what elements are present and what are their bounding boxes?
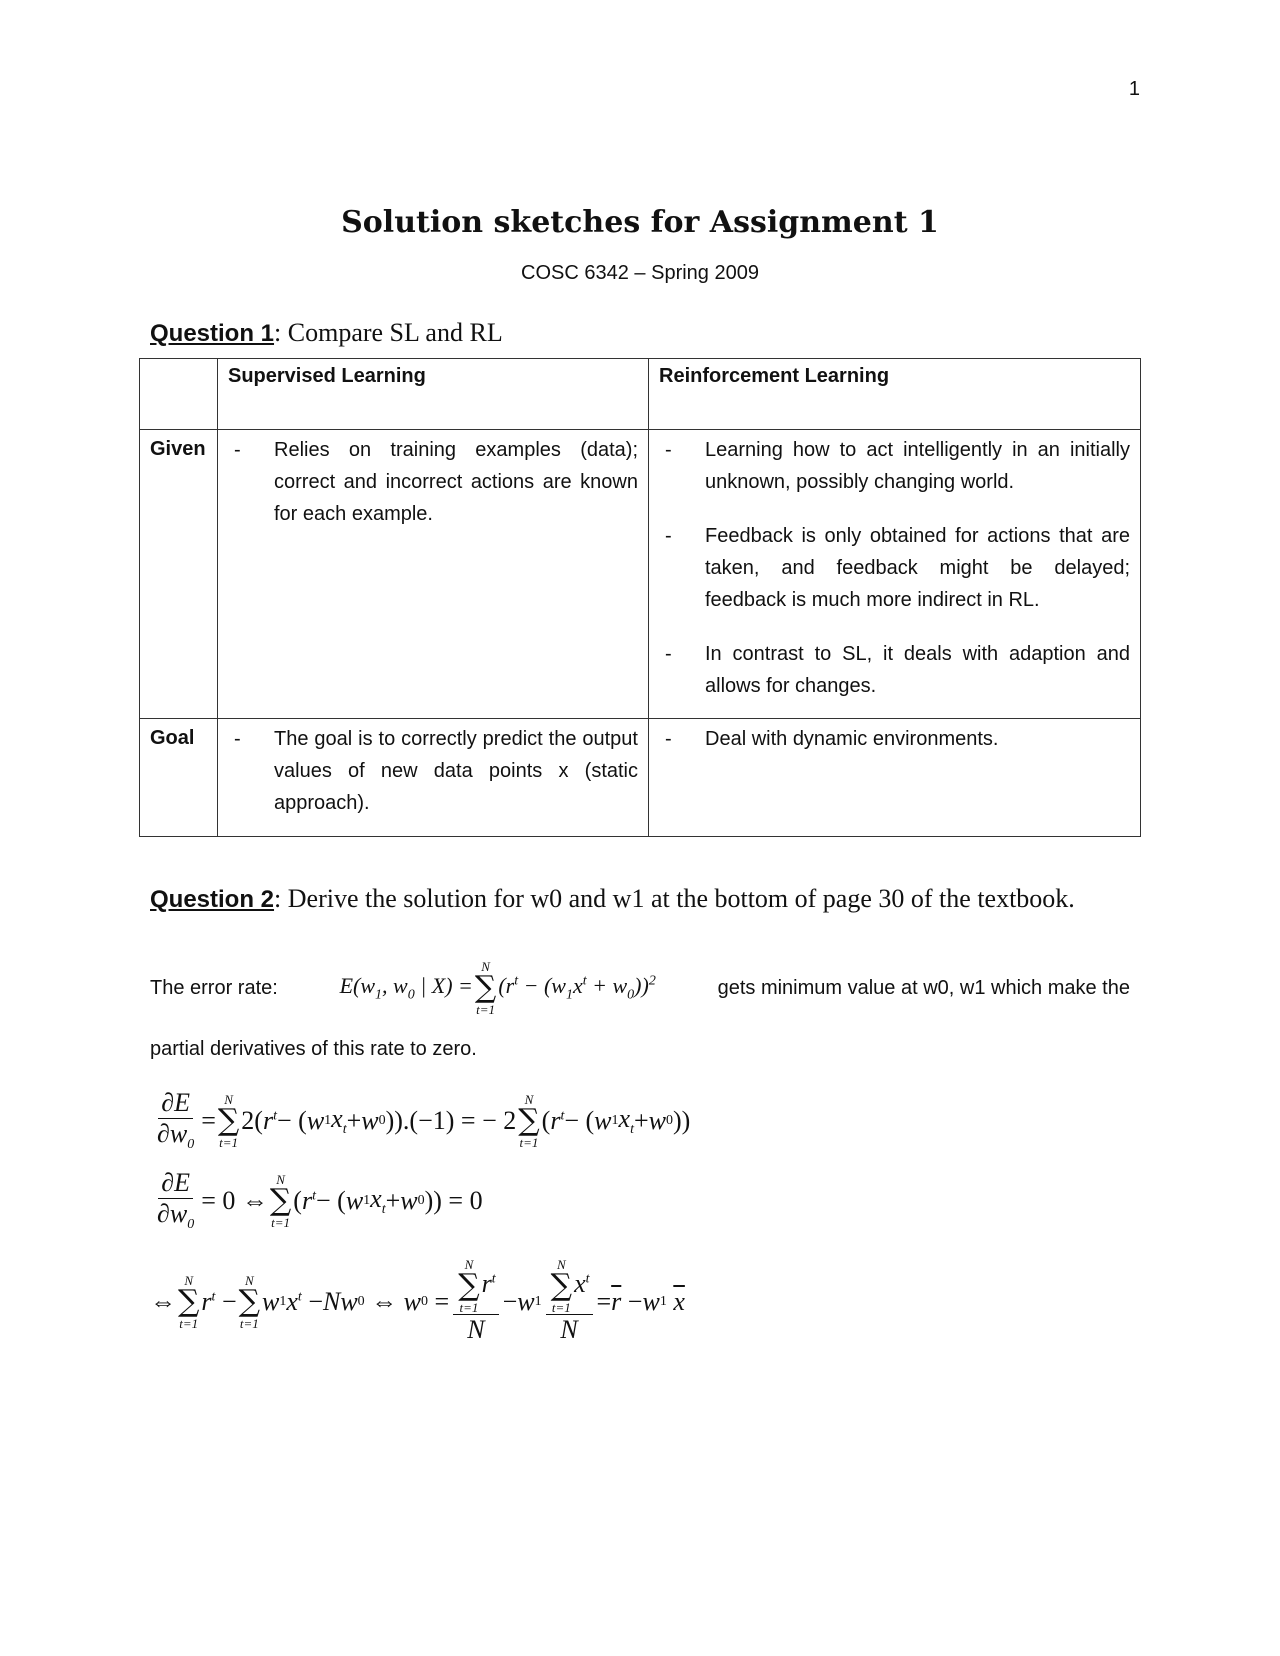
given-sl-cell — [218, 430, 649, 719]
row-label-goal: Goal — [140, 719, 218, 837]
given-rl-cell — [649, 430, 1141, 719]
header-supervised-learning: Supervised Learning — [218, 359, 649, 430]
row-label-given: Given — [140, 430, 218, 719]
equation-w0-solution: ⇔ N ∑ t=1 $r^t$ − N ∑ t=1 w 1 $x^t$ − Nw 0 ⇔ w 0 = N ∑ t=1 $r^t$ N − w 1 N ∑ t=1 $x^t$ N = $\overline{r}$ − w 1 $\overline{x}$ — [150, 1257, 685, 1344]
header-reinforcement-learning: Reinforcement Learning — [649, 359, 1141, 430]
list-item: - Learning how to act intelligently in an initially unknown, possibly changing world. — [665, 439, 1130, 493]
error-rate-line — [150, 960, 1130, 1016]
list-item: - In contrast to SL, it deals with adaption and allows for changes. — [665, 643, 1130, 697]
list-item: - Deal with dynamic environments. — [665, 728, 999, 750]
equation-set-to-zero: $\frac{\partial E}{\partial w_0}$ = 0 ⇔ N ∑ t=1 ( $r^t$ − ( w 1 $x_t$ + w 0 )) = 0 — [150, 1168, 483, 1233]
list-item: - Relies on training examples (data); correct and incorrect actions are known for each example. — [234, 439, 638, 525]
fraction-dE-dw0-2: $\frac{\partial E}{\partial w_0}$ — [157, 1168, 195, 1233]
table-row-goal — [140, 719, 1141, 837]
error-rate-prefix: The error rate: — [150, 976, 278, 999]
list-item: - Feedback is only obtained for actions that are taken, and feedback might be delayed; feedback is much more indirect in RL. — [665, 525, 1130, 611]
comparison-table — [139, 358, 1141, 837]
goal-sl-cell — [218, 719, 649, 837]
table-header-row — [140, 359, 1141, 430]
document-title: Solution sketches for Assignment 1 — [341, 205, 939, 240]
table-corner-cell — [140, 359, 218, 430]
question-2-text: : Derive the solution for w0 and w1 at the bottom of page 30 of the textbook. — [274, 884, 1075, 913]
fraction-dE-dw0: $\frac{\partial E}{\partial w_0}$ — [157, 1088, 195, 1153]
question-1-label: Question 1 — [150, 320, 275, 347]
error-rate-formula: $E(w_1$, $w_0$ | X) = N ∑ t=1 $(r^t - (w_1x^t + w_0))^2$ — [339, 959, 656, 1017]
table-row-given — [140, 430, 1141, 719]
list-item: - The goal is to correctly predict the output values of new data points x (static approach). — [234, 728, 638, 814]
equation-partial-derivative: $\frac{\partial E}{\partial w_0}$ = N ∑ t=1 2( $r^t$ − ( w 1 $x_t$ + w 0 )).(−1) = − 2 N ∑ t=1 ( $r^t$ − ( w 1 $x_t$ + w 0 )) — [150, 1088, 690, 1153]
document-subtitle: COSC 6342 – Spring 2009 — [521, 262, 759, 284]
question-2-heading — [150, 880, 1130, 919]
fraction-sum-r-over-N: N ∑ t=1 $r^t$ N — [453, 1258, 498, 1345]
goal-rl-cell — [649, 719, 1141, 837]
question-1-heading — [150, 318, 503, 348]
page-number: 1 — [1128, 78, 1140, 100]
fraction-sum-x-over-N: N ∑ t=1 $x^t$ N — [546, 1258, 593, 1345]
error-rate-suffix: gets minimum value at w0, w1 which make the — [717, 976, 1130, 999]
error-rate-continuation: partial derivatives of this rate to zero. — [150, 1038, 477, 1060]
question-2-label: Question 2 — [150, 886, 275, 913]
question-1-text: : Compare SL and RL — [274, 318, 503, 347]
